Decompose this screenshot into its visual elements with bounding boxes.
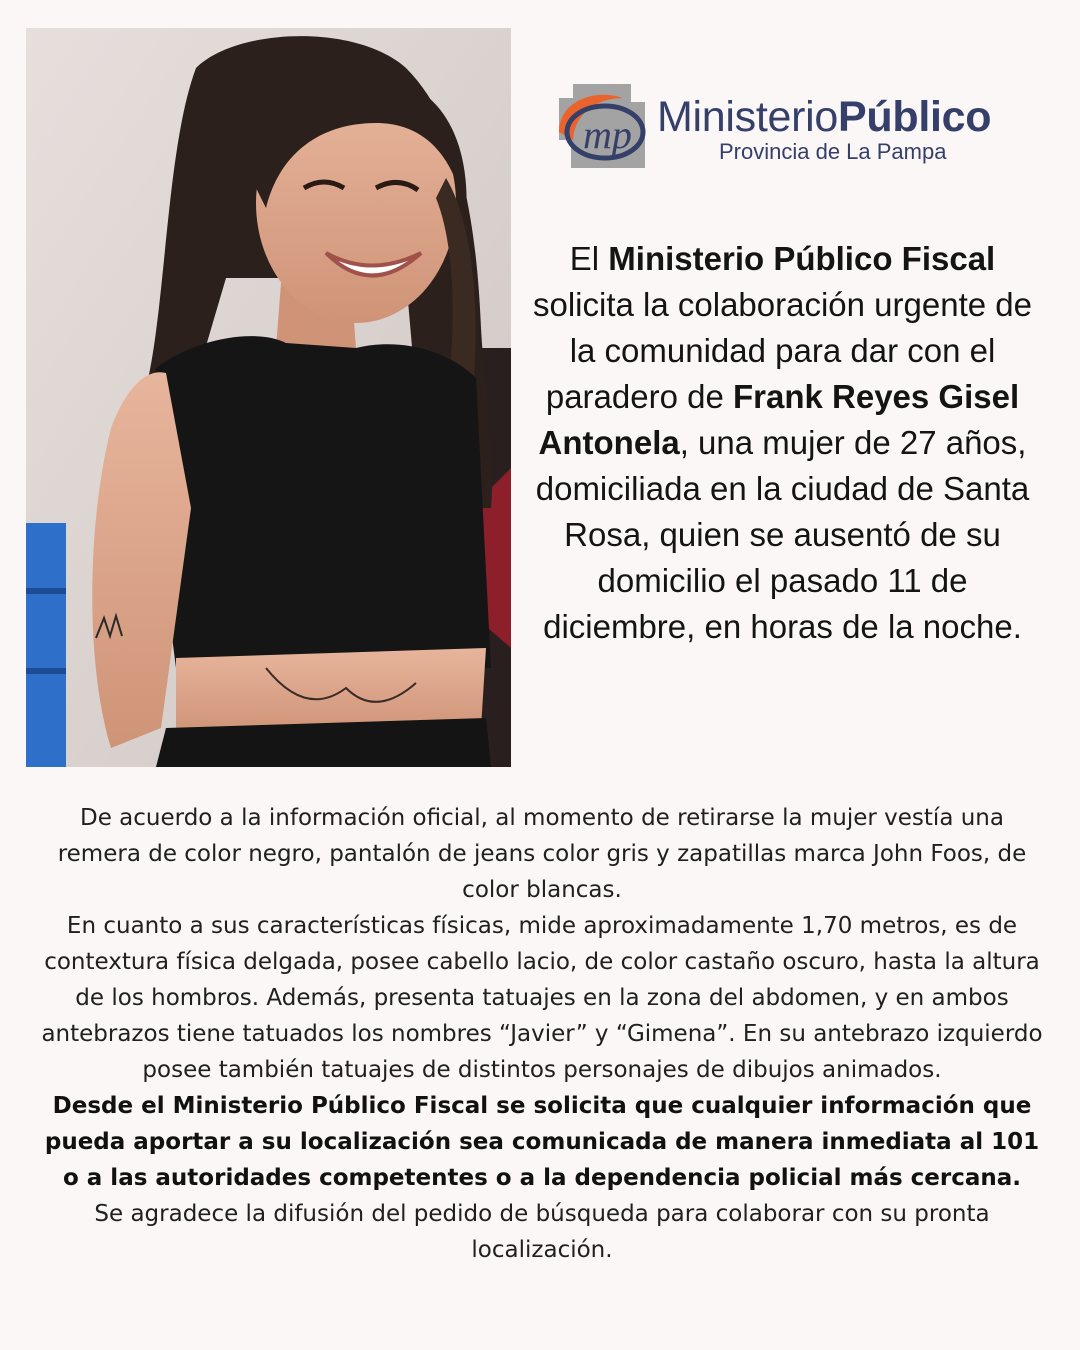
emblem-letters: mp [583, 112, 632, 157]
announcement-bold-name: Frank Reyes Gisel Antonela [538, 378, 1020, 461]
ministerio-publico-emblem-icon [553, 80, 651, 172]
logo-subtitle: Provincia de La Pampa [719, 139, 947, 164]
ministerio-publico-logo [553, 80, 1058, 172]
thanks-paragraph: Se agradece la difusión del pedido de búsqueda para colaborar con su pronta localización. [94, 1201, 990, 1263]
description-text [36, 800, 1048, 1268]
announcement-part-1: El [569, 240, 609, 277]
physical-features-paragraph: En cuanto a sus características físicas, mide aproximadamente 1,70 metros, es de contextura física delgada, posee cabello lacio, de color castaño oscuro, hasta la altura de los hombros. Además, presenta tatuajes en la zona del abdomen, y en ambos antebrazos tiene tatuados los nombres “Javier” y “Gimena”. En su antebrazo izquierdo posee también tatuajes de distintos personajes de dibujos animados. [41, 913, 1043, 1083]
announcement-part-3: , una mujer de 27 años, domiciliada en la ciudad de Santa Rosa, quien se ausentó de su domicilio el pasado 11 de diciembre, en horas de la noche. [535, 424, 1030, 645]
logo-title [657, 94, 991, 140]
logo-title-bold: Público [838, 93, 992, 141]
logo-title-regular: Ministerio [657, 93, 838, 141]
announcement-part-2: solicita la colaboración urgente de la comunidad para dar con el paradero de [533, 286, 1032, 415]
photo-illustration [26, 28, 511, 767]
announcement-text [530, 236, 1035, 650]
request-paragraph: Desde el Ministerio Público Fiscal se solicita que cualquier información que pueda aportar a su localización sea comunicada de manera inmediata al 101 o a las autoridades competentes o a la dependencia policial más cercana. [44, 1093, 1040, 1191]
missing-person-photo [26, 28, 511, 767]
announcement-bold-institution: Ministerio Público Fiscal [608, 240, 996, 277]
clothing-paragraph: De acuerdo a la información oficial, al momento de retirarse la mujer vestía una remera de color negro, pantalón de jeans color gris y zapatillas marca John Foos, de color blancas. [57, 805, 1027, 903]
